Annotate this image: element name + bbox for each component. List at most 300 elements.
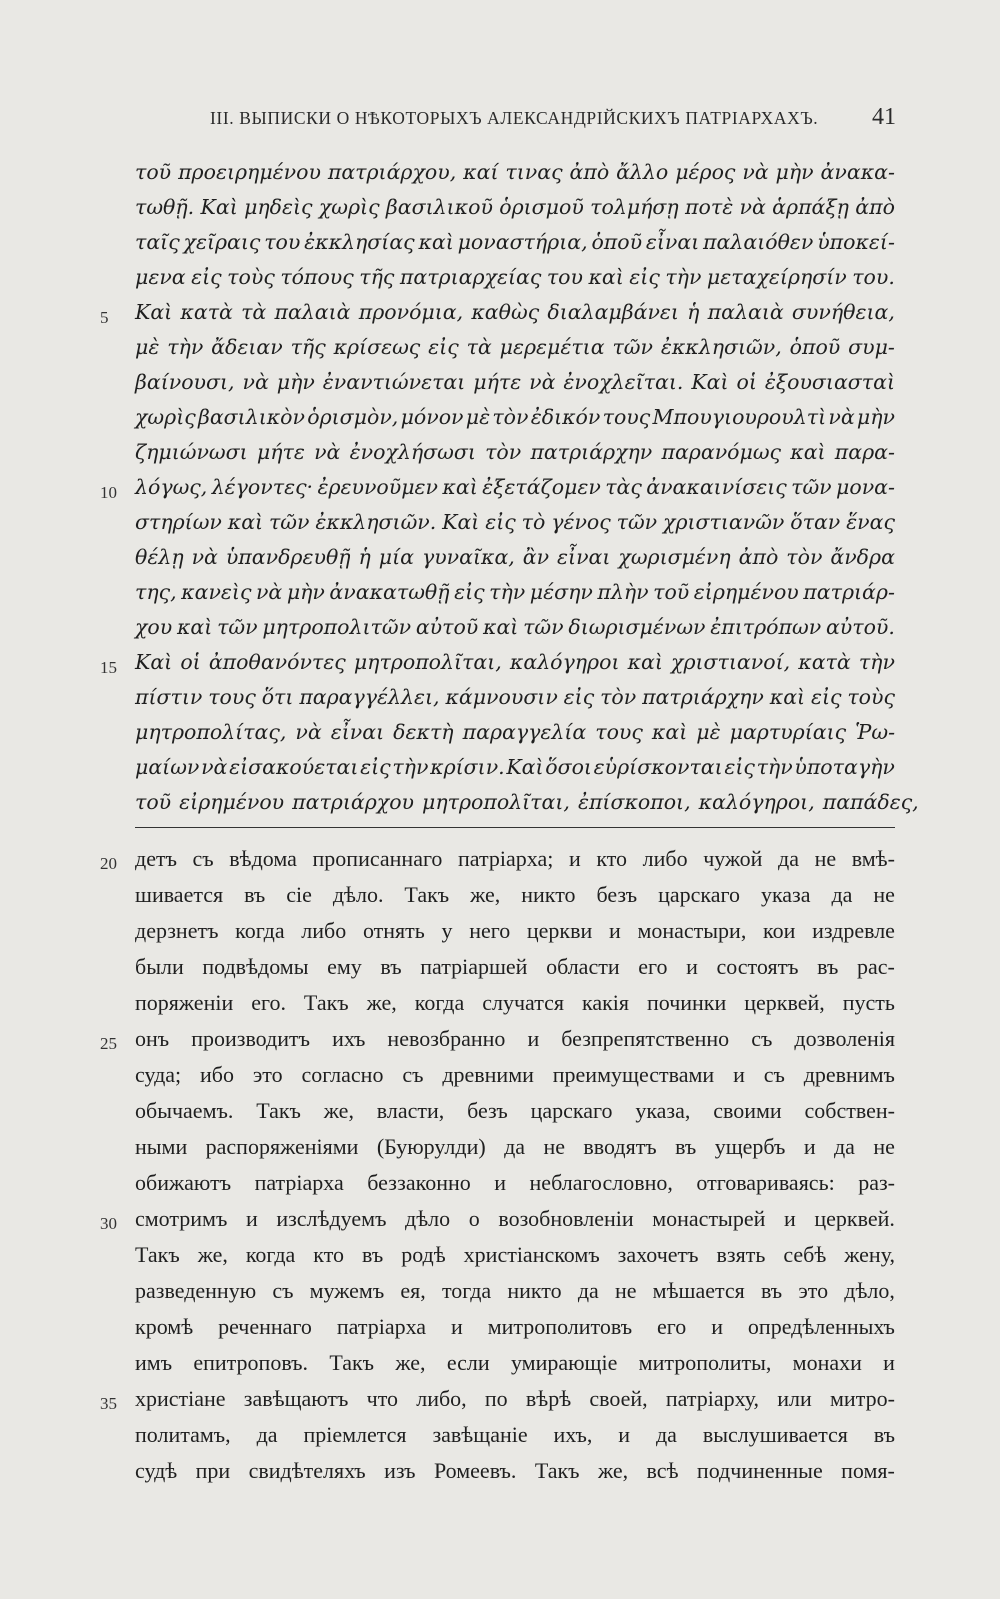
word: καὶ — [418, 230, 454, 254]
word: τὴν — [392, 755, 429, 779]
word: νὰ — [828, 405, 855, 429]
word: не — [873, 1134, 895, 1159]
line-number-15: 15 — [100, 658, 117, 677]
word: дѣло, — [844, 1278, 895, 1303]
word: τους — [602, 405, 651, 429]
russian-line — [135, 1062, 895, 1098]
word: о — [468, 1206, 480, 1231]
word: же, — [597, 1458, 629, 1483]
word: Καὶ — [135, 650, 173, 674]
word: τολμήσῃ — [590, 195, 679, 219]
greek-line — [135, 195, 895, 231]
russian-line — [135, 1386, 895, 1422]
word: διαλαμβάνει — [547, 300, 679, 324]
word: μὲ — [135, 335, 160, 359]
line-number-35: 35 — [100, 1394, 117, 1413]
word: раз- — [858, 1170, 895, 1195]
word: обычаемъ. — [135, 1098, 234, 1123]
word: γυναῖκα, — [421, 545, 515, 569]
word: указа, — [635, 1098, 691, 1123]
word: μία — [378, 545, 414, 569]
word: ея, — [400, 1278, 426, 1303]
word: οἱ — [180, 650, 201, 674]
word: дерзнетъ — [135, 918, 219, 943]
word: καὶ — [176, 615, 213, 639]
word: τινας — [505, 160, 563, 184]
russian-line — [135, 1422, 895, 1458]
greek-line — [135, 440, 895, 476]
word: πατριάρ- — [803, 580, 895, 604]
word: του. — [852, 265, 895, 289]
word: εἰρημένου — [179, 790, 285, 814]
word: εἰς — [360, 755, 391, 779]
word: помя- — [841, 1458, 895, 1483]
word: не — [614, 1278, 637, 1303]
word: въ — [675, 1134, 697, 1159]
word: ὑποκεί- — [817, 230, 895, 254]
word: и — [883, 1350, 895, 1375]
word: μητροπολῖται, — [353, 650, 502, 674]
word: τῶν — [523, 615, 564, 639]
word: ущербъ — [714, 1134, 786, 1159]
word: τῆς — [290, 335, 326, 359]
word: патріаршей — [420, 954, 528, 979]
word: судѣ — [135, 1458, 178, 1483]
word: по — [484, 1386, 508, 1411]
word: него — [469, 918, 511, 943]
word: жену, — [844, 1242, 895, 1267]
word: καὶ — [227, 510, 264, 534]
word: и — [451, 1314, 463, 1339]
word: распоряженіями — [205, 1134, 359, 1159]
word: пріемлется — [303, 1422, 407, 1447]
word: παρα- — [834, 440, 895, 464]
word: это — [252, 1062, 283, 1087]
word: ἀπὸ — [569, 160, 610, 184]
greek-line — [135, 300, 895, 336]
russian-line — [135, 1026, 895, 1062]
word: παραγγελία — [462, 720, 587, 744]
word: ἀπὸ — [855, 195, 895, 219]
word: συνήθεια, — [791, 300, 895, 324]
word: τὸ — [521, 510, 546, 534]
word: Такъ — [329, 1350, 375, 1375]
word: патріарха — [336, 1314, 427, 1339]
word: церквей. — [814, 1206, 895, 1231]
word: же, — [395, 1350, 426, 1375]
word: что — [366, 1386, 399, 1411]
russian-line — [135, 1458, 895, 1494]
word: завѣщаютъ — [243, 1386, 349, 1411]
word: или — [777, 1386, 812, 1411]
word: когда — [235, 918, 285, 943]
word: патріарху, — [665, 1386, 760, 1411]
word: кромѣ — [135, 1314, 194, 1339]
word: монастыри, — [637, 918, 747, 943]
russian-line — [135, 990, 895, 1026]
word: власти, — [376, 1098, 445, 1123]
word: съ — [192, 846, 214, 871]
word: μητροπολιτῶν — [262, 615, 412, 639]
word: церквей, — [744, 990, 825, 1015]
word: εἰς — [629, 265, 660, 289]
word: своими — [713, 1098, 782, 1123]
greek-line — [135, 370, 895, 406]
word: ποτὲ — [685, 195, 734, 219]
russian-line — [135, 1314, 895, 1350]
word: опредѣленныхъ — [747, 1314, 895, 1339]
word: Такъ — [135, 1242, 180, 1267]
word: ему — [327, 954, 362, 979]
word: εὑρίσκονται — [593, 755, 723, 779]
word: ὁποῦ — [789, 335, 841, 359]
russian-line — [135, 954, 895, 990]
word: прописаннаго — [312, 846, 443, 871]
word: παλαιὰ — [707, 300, 784, 324]
word: τῶν — [268, 510, 310, 534]
word: τῆς — [359, 265, 395, 289]
word: κατὰ — [180, 300, 233, 324]
word: въ — [380, 954, 402, 979]
word: тогда — [441, 1278, 492, 1303]
word: καί — [463, 160, 499, 184]
word: же, — [323, 1098, 354, 1123]
word: кто — [596, 846, 628, 871]
word: онъ — [135, 1026, 170, 1051]
word: παπάδες, — [822, 790, 919, 814]
word: мужемъ — [309, 1278, 385, 1303]
word: древнимъ — [803, 1062, 895, 1087]
word: μὴν — [775, 160, 814, 184]
word: это — [798, 1278, 829, 1303]
word: εἶναι — [557, 545, 611, 569]
word: χωρὶς — [318, 195, 380, 219]
word: τὴν — [489, 580, 526, 604]
word: царскаго — [658, 882, 740, 907]
word: въ — [760, 1278, 783, 1303]
word: κρίσιν. — [430, 755, 505, 779]
word: безпрепятственно — [561, 1026, 730, 1051]
russian-line — [135, 1350, 895, 1386]
word: когда — [414, 990, 465, 1015]
word: захочетъ — [617, 1242, 699, 1267]
word: ἐρευνοῦμεν — [317, 475, 439, 499]
word: древними — [442, 1062, 534, 1087]
word: πατριάρχου — [292, 790, 414, 814]
word: της, — [135, 580, 177, 604]
word: не — [543, 1134, 565, 1159]
word: всѣ — [646, 1458, 679, 1483]
word: съ — [751, 1026, 773, 1051]
russian-line — [135, 1278, 895, 1314]
word: νὰ — [739, 195, 766, 219]
greek-line — [135, 685, 895, 721]
word: и — [527, 1026, 540, 1051]
line-number-5: 5 — [100, 308, 109, 327]
word: и — [618, 1422, 631, 1447]
word: вѣрѣ — [525, 1386, 572, 1411]
word: и — [686, 954, 698, 979]
word: ἄδειαν — [211, 335, 283, 359]
word: же, — [470, 882, 501, 907]
word: ἐξουσιασταὶ — [764, 370, 895, 394]
word: λόγως, — [135, 475, 208, 499]
word: νὰ — [742, 160, 769, 184]
russian-line — [135, 1134, 895, 1170]
word: ἐνοχλήσωσι — [349, 440, 476, 464]
word: Καὶ — [135, 300, 173, 324]
word: починки — [646, 990, 727, 1015]
word: не — [814, 846, 837, 871]
word: ихъ — [332, 1026, 366, 1051]
word: εἰρημένου — [693, 580, 799, 604]
word: ἐκκλησίας — [304, 230, 415, 254]
word: ἄνδρα — [830, 545, 895, 569]
word: да — [833, 1134, 855, 1159]
word: при — [195, 1458, 231, 1483]
word: обижаютъ — [135, 1170, 232, 1195]
word: состоятъ — [716, 954, 799, 979]
word: πίστιν — [135, 685, 203, 709]
greek-line — [135, 230, 895, 266]
word: εἰς — [724, 755, 755, 779]
word: въ — [873, 1422, 895, 1447]
word: Μπουγιουρουλτὶ — [652, 405, 827, 429]
word: νὰ — [255, 580, 283, 604]
word: ἄλλο — [616, 160, 669, 184]
word: τὰ — [241, 300, 267, 324]
word: εἰς — [454, 580, 485, 604]
word: производитъ — [191, 1026, 311, 1051]
word: εἰσακούεται — [229, 755, 359, 779]
word: завѣщаніе — [432, 1422, 528, 1447]
word: своей, — [589, 1386, 648, 1411]
word: Ромеевъ. — [433, 1458, 517, 1483]
word: νὰ — [242, 370, 269, 394]
word: съ — [402, 1062, 424, 1087]
word: ὁρισμοῦ — [499, 195, 584, 219]
word: ἐκκλησιῶν. — [315, 510, 437, 534]
word: поряженіи — [135, 990, 234, 1015]
greek-line — [135, 580, 895, 616]
word: никто — [507, 1278, 562, 1303]
word: ἐναντιώνεται — [322, 370, 466, 394]
word: νὰ — [295, 720, 322, 744]
greek-line — [135, 475, 895, 511]
word: свидѣтеляхъ — [248, 1458, 366, 1483]
word: Καὶ — [200, 195, 238, 219]
word: μητροπολίτας, — [135, 720, 287, 744]
word: χεῖραις — [183, 230, 261, 254]
word: ὅταν — [790, 510, 841, 534]
russian-line — [135, 918, 895, 954]
word: да — [504, 1134, 526, 1159]
word: βασιλικὸν — [197, 405, 305, 429]
word: вводятъ — [583, 1134, 657, 1159]
word: εἰς — [563, 685, 595, 709]
word: παραγγέλλει, — [299, 685, 440, 709]
word: ἀνακαινίσεις — [646, 475, 787, 499]
word: монастырей — [652, 1206, 766, 1231]
word: βαίνουσι, — [135, 370, 235, 394]
word: ὑποταγὴν — [794, 755, 895, 779]
word: Ῥω- — [855, 720, 895, 744]
word: μαίων — [135, 755, 200, 779]
word: χριστιανοί, — [671, 650, 791, 674]
word: христіане — [135, 1386, 226, 1411]
word: дѣло. — [332, 882, 384, 907]
word: ταῖς — [135, 230, 180, 254]
word: εἰς — [428, 335, 459, 359]
greek-line — [135, 160, 895, 196]
line-number-30: 30 — [100, 1214, 117, 1233]
word: ὅσοι — [545, 755, 592, 779]
header-title: III. ВЫПИСКИ О НѢКОТОРЫХЪ АЛЕКСАНДРІЙСКИХЪ ПАТРІАРХАХЪ. — [210, 108, 819, 128]
word: μεταχείρησίν — [706, 265, 847, 289]
word: μήτε — [473, 370, 522, 394]
word: καλόγηροι, — [698, 790, 815, 814]
russian-line — [135, 846, 895, 882]
word: да — [577, 1278, 599, 1303]
word: ἐπίσκοποι, — [577, 790, 691, 814]
word: τὴν — [858, 650, 895, 674]
word: λέγοντες· — [211, 475, 314, 499]
word: μοναστήρια, — [457, 230, 588, 254]
word: подвѣдомы — [202, 954, 309, 979]
word: отговариваясь: — [696, 1170, 835, 1195]
word: τοῦ — [135, 790, 172, 814]
word: διωρισμένων — [568, 615, 706, 639]
greek-line — [135, 265, 895, 301]
word: имъ — [135, 1350, 173, 1375]
word: μὲ — [696, 720, 721, 744]
word: да — [655, 1422, 677, 1447]
word: детъ — [135, 846, 177, 871]
word: разведенную — [135, 1278, 257, 1303]
word: τῶν — [217, 615, 258, 639]
word: εἶναι — [330, 720, 385, 744]
word: его — [657, 1314, 687, 1339]
word: καὶ — [483, 615, 519, 639]
russian-line — [135, 1242, 895, 1278]
word: γένος — [551, 510, 611, 534]
word: случатся — [482, 990, 564, 1015]
word: царскаго — [530, 1098, 613, 1123]
word: ὅτι — [261, 685, 294, 709]
word: и — [608, 918, 621, 943]
word: τῶν — [612, 335, 653, 359]
word: μέσην — [529, 580, 593, 604]
word: τωθῇ. — [135, 195, 195, 219]
word: θέλῃ — [135, 545, 184, 569]
word: либо — [301, 918, 347, 943]
word: τοὺς — [847, 685, 895, 709]
word: παλαιὰ — [274, 300, 351, 324]
word: χου — [135, 615, 173, 639]
word: ἐξετάζομεν — [482, 475, 601, 499]
word: никто — [521, 882, 576, 907]
word: мѣшается — [652, 1278, 745, 1303]
word: αὐτοῦ. — [825, 615, 895, 639]
russian-line — [135, 1206, 895, 1242]
word: κατὰ — [798, 650, 851, 674]
word: καὶ — [790, 440, 826, 464]
word: его. — [251, 990, 286, 1015]
word: политамъ, — [135, 1422, 231, 1447]
word: неблагословно, — [529, 1170, 673, 1195]
word: же, — [197, 1242, 228, 1267]
word: въ — [362, 1242, 384, 1267]
russian-line — [135, 1098, 895, 1134]
word: ζημιώνωσι — [135, 440, 248, 464]
word: митрополиты, — [638, 1350, 772, 1375]
word: χωρισμένη — [618, 545, 731, 569]
word: τὸν — [786, 545, 823, 569]
greek-line — [135, 545, 895, 581]
word: νὰ — [201, 755, 228, 779]
word: χριστιανῶν — [663, 510, 785, 534]
word: епитроповъ. — [193, 1350, 309, 1375]
word: христіанскомъ — [463, 1242, 600, 1267]
word: умирающіе — [510, 1350, 618, 1375]
word: кои — [763, 918, 796, 943]
word: πατριάρχου, — [327, 160, 457, 184]
word: либо — [642, 846, 688, 871]
word: τὴν — [167, 335, 204, 359]
word: и — [783, 1206, 796, 1231]
word: ихъ, — [553, 1422, 593, 1447]
word: μενα — [135, 265, 186, 289]
word: τὸν — [600, 685, 637, 709]
word: δεκτὴ — [393, 720, 454, 744]
word: εἰς — [810, 685, 842, 709]
word: παλαιόθεν — [703, 230, 814, 254]
word: и — [245, 1206, 258, 1231]
word: ὁρισμὸν, — [307, 405, 399, 429]
word: (Буюрулди) — [376, 1134, 486, 1159]
russian-line — [135, 1170, 895, 1206]
word: τὴν — [756, 755, 793, 779]
word: не — [873, 882, 895, 907]
word: ἂν — [522, 545, 550, 569]
word: шивается — [135, 882, 224, 907]
word: Καὶ — [442, 510, 480, 534]
word: μηδεὶς — [244, 195, 313, 219]
word: суда; — [135, 1062, 182, 1087]
word: взять — [716, 1242, 766, 1267]
word: εἶναι — [645, 230, 700, 254]
word: κάμνουσιν — [445, 685, 558, 709]
word: καὶ — [651, 720, 688, 744]
word: τοῦ — [135, 160, 172, 184]
word: ἀνακα- — [820, 160, 895, 184]
word: κρίσεως — [333, 335, 421, 359]
greek-line — [135, 510, 895, 546]
word: τὴν — [665, 265, 702, 289]
word: τους — [208, 685, 256, 709]
word: чужой — [703, 846, 763, 871]
word: μέρος — [675, 160, 736, 184]
word: церкви — [526, 918, 593, 943]
russian-line — [135, 882, 895, 918]
word: патріарха — [254, 1170, 344, 1195]
word: πλὴν — [597, 580, 649, 604]
word: смотримъ — [135, 1206, 228, 1231]
word: μὴν — [856, 405, 895, 429]
word: когда — [245, 1242, 296, 1267]
line-number-25: 25 — [100, 1034, 117, 1053]
word: безъ — [596, 882, 638, 907]
